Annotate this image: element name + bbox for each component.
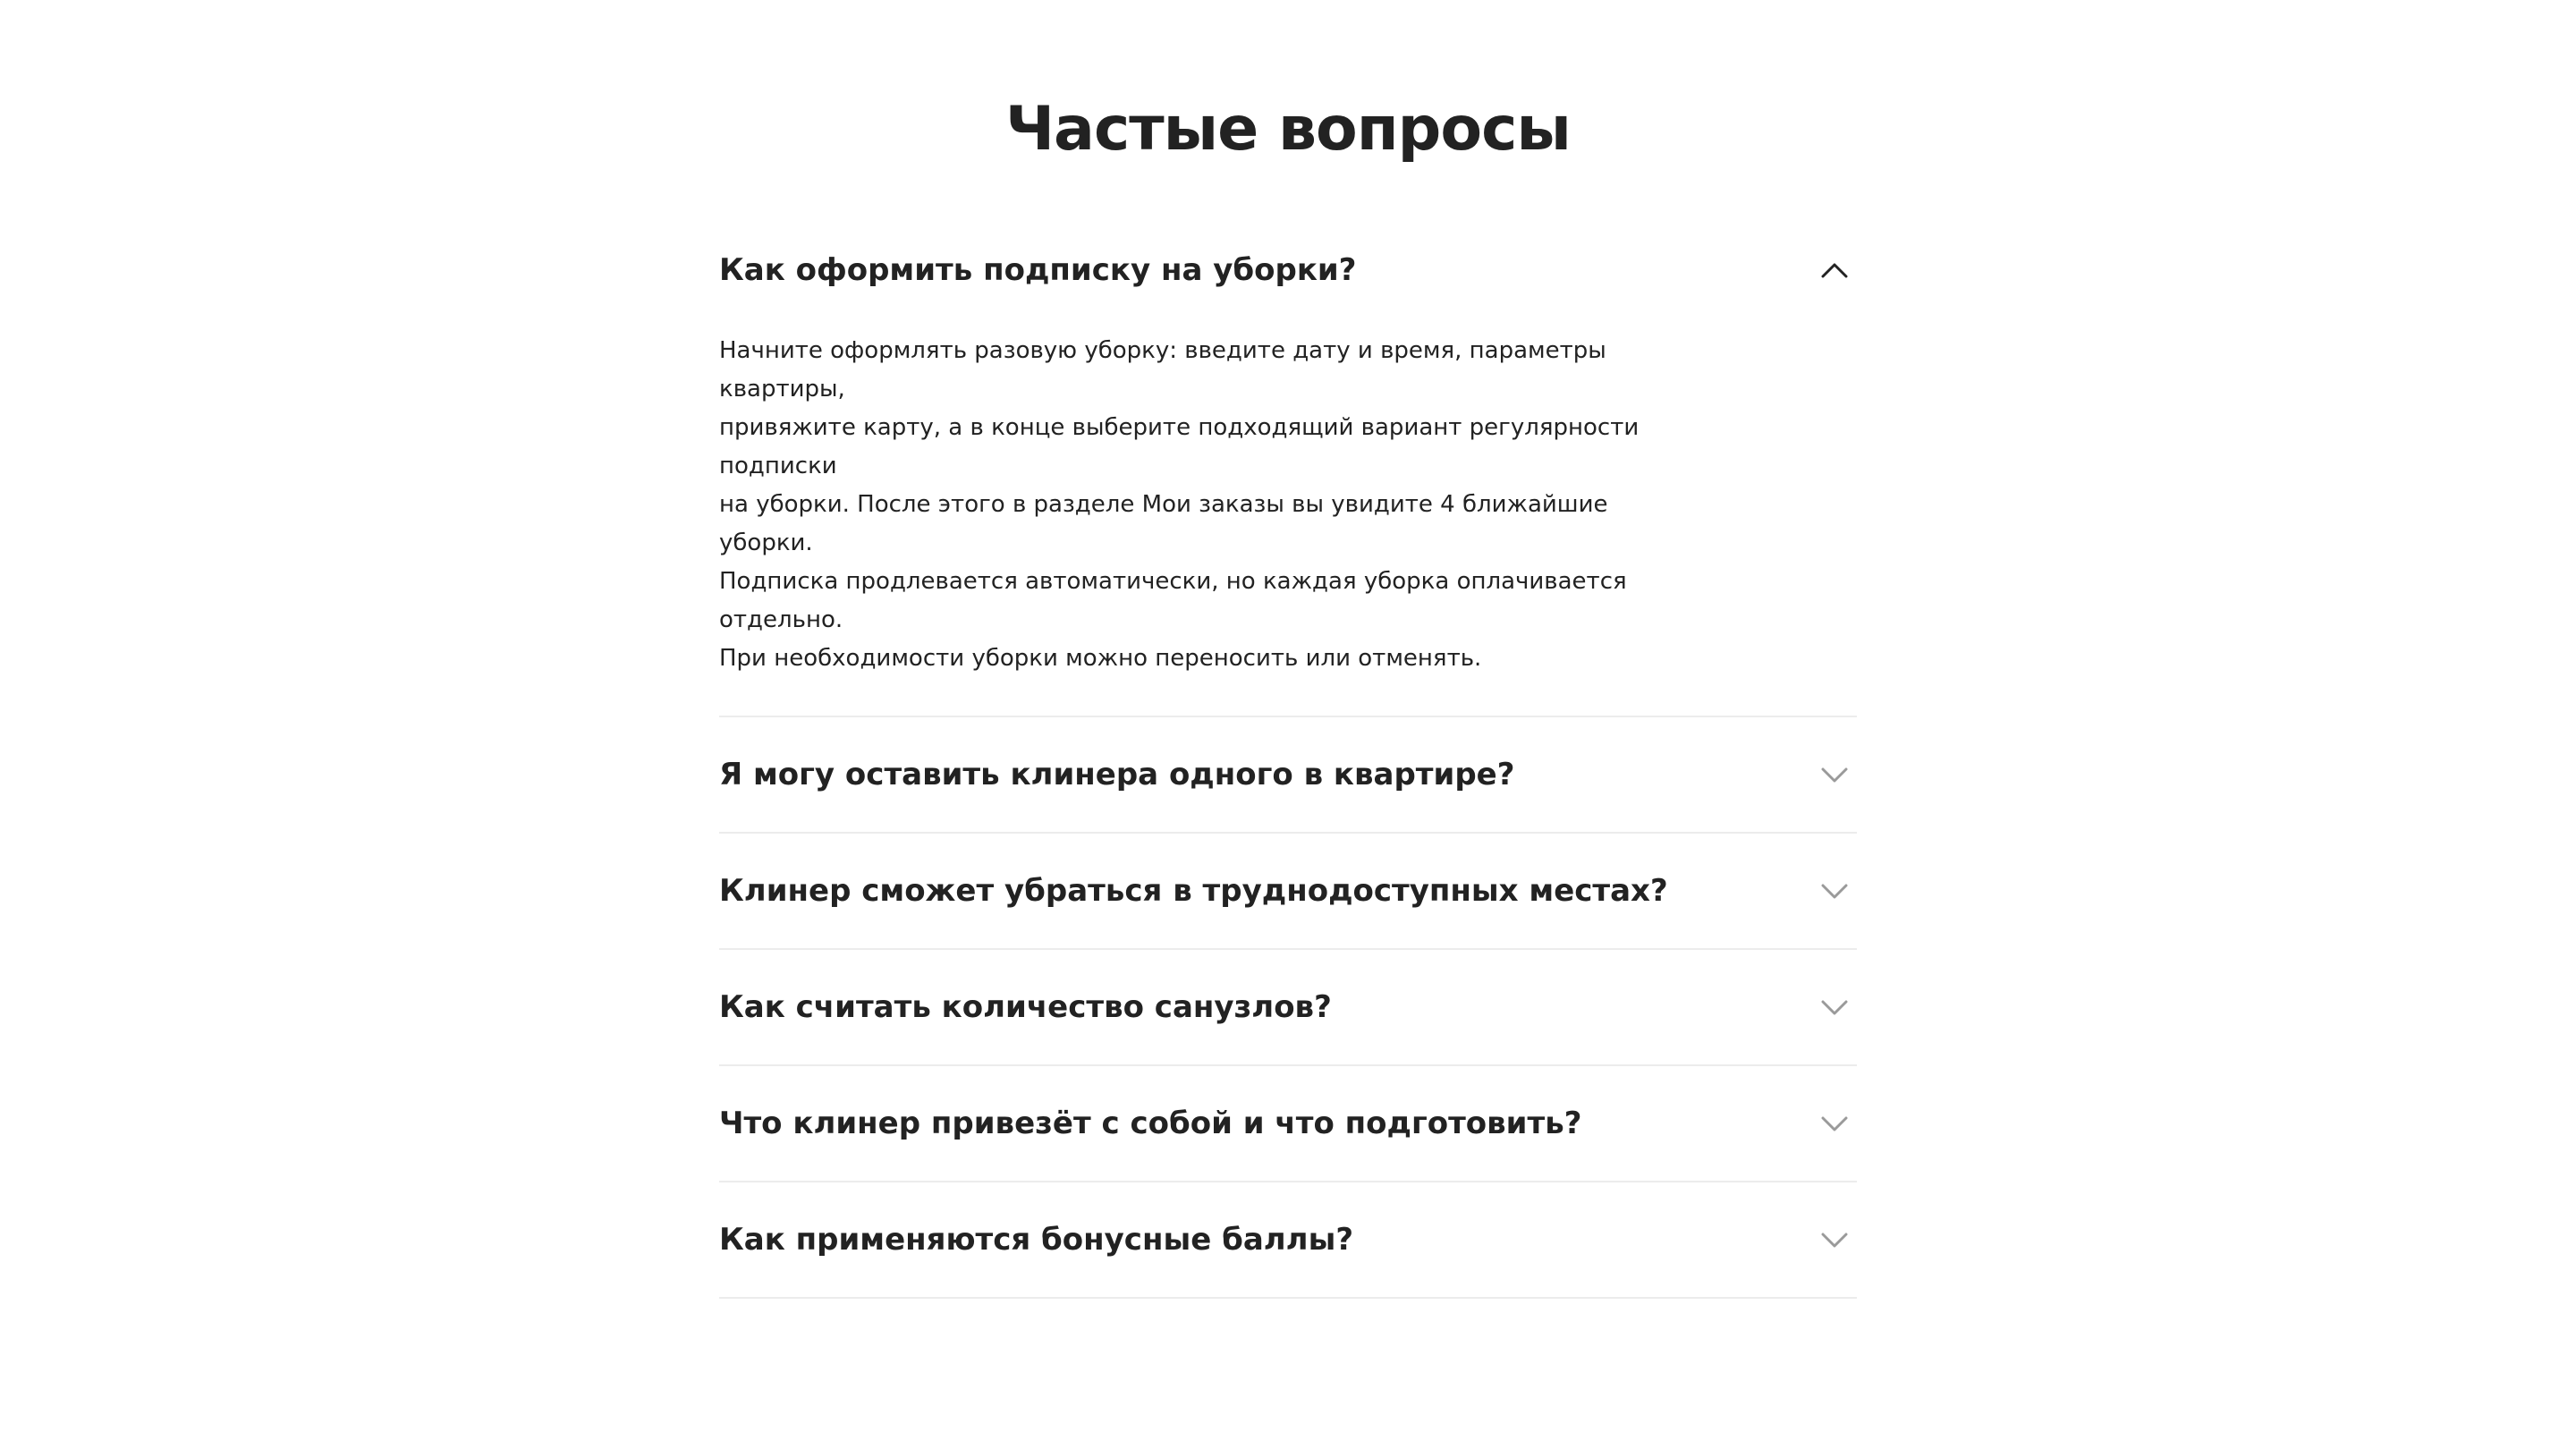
- faq-question-text: Как считать количество санузлов?: [719, 989, 1332, 1025]
- faq-answer-line: Начните оформлять разовую уборку: введите дату и время, параметры квартиры,: [719, 337, 1606, 402]
- page-title: Частые вопросы: [1005, 94, 1571, 165]
- faq-item: [719, 834, 1857, 950]
- chevron-up-icon[interactable]: [1819, 255, 1850, 285]
- faq-answer: [719, 332, 1703, 716]
- faq-question-text: Клинер сможет убраться в труднодоступных местах?: [719, 873, 1668, 909]
- faq-item: [719, 950, 1857, 1066]
- faq-item: [719, 1182, 1857, 1299]
- faq-question-toggle[interactable]: [719, 717, 1857, 832]
- chevron-down-icon[interactable]: [1819, 992, 1850, 1022]
- chevron-down-icon[interactable]: [1819, 1224, 1850, 1255]
- faq-question-toggle[interactable]: [719, 1182, 1857, 1297]
- faq-answer-line: При необходимости уборки можно переносить или отменять.: [719, 645, 1482, 672]
- faq-list: [719, 253, 1857, 1299]
- faq-question-text: Что клинер привезёт с собой и что подготовить?: [719, 1106, 1582, 1141]
- faq-answer-line: привяжите карту, а в конце выберите подходящий вариант регулярности подписки: [719, 414, 1640, 479]
- chevron-down-icon[interactable]: [1819, 1108, 1850, 1139]
- faq-item: [719, 717, 1857, 834]
- faq-question-toggle[interactable]: [719, 834, 1857, 948]
- faq-question-toggle[interactable]: [719, 253, 1857, 332]
- faq-item: [719, 1066, 1857, 1182]
- faq-question-toggle[interactable]: [719, 1066, 1857, 1181]
- chevron-down-icon[interactable]: [1819, 876, 1850, 906]
- faq-answer-line: Подписка продлевается автоматически, но каждая уборка оплачивается отдельно.: [719, 568, 1627, 633]
- faq-question-toggle[interactable]: [719, 950, 1857, 1064]
- faq-item: [719, 253, 1857, 717]
- faq-question-text: Я могу оставить клинера одного в квартире?: [719, 757, 1515, 792]
- faq-question-text: Как применяются бонусные баллы?: [719, 1222, 1354, 1258]
- chevron-down-icon[interactable]: [1819, 759, 1850, 790]
- faq-question-text: Как оформить подписку на уборки?: [719, 252, 1357, 288]
- faq-section: [719, 0, 1857, 1299]
- faq-answer-line: на уборки. После этого в разделе Мои заказы вы увидите 4 ближайшие уборки.: [719, 491, 1608, 556]
